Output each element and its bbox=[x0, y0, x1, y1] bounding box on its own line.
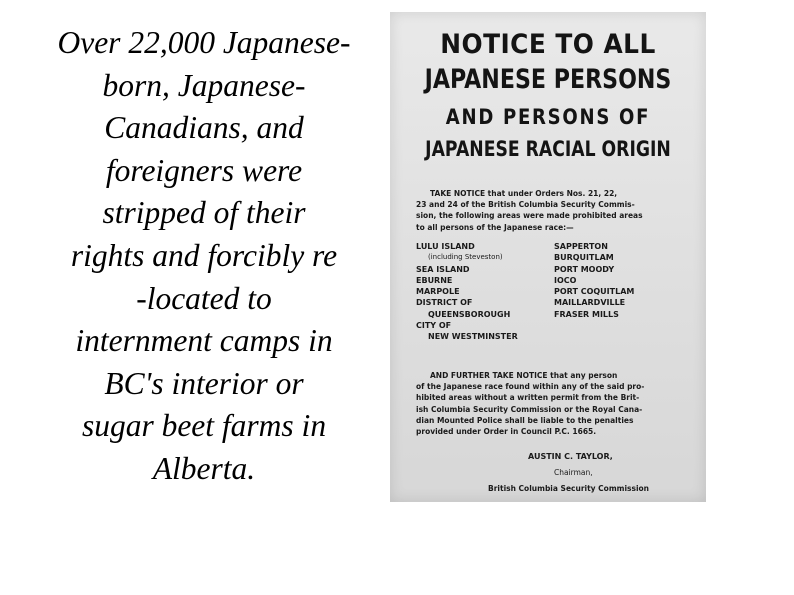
poster-text-line: ish Columbia Security Commission or the Royal Cana- bbox=[416, 404, 643, 414]
caption-line: BC's interior or bbox=[104, 365, 304, 401]
area-item: MAILLARDVILLE bbox=[554, 298, 626, 308]
poster-text-line: dian Mounted Police shall be liable to the penalties bbox=[416, 415, 634, 425]
poster-headline-line-2: JAPANESE PERSONS bbox=[424, 64, 672, 95]
poster-headline-line-3: AND PERSONS OF bbox=[445, 105, 651, 129]
prohibited-areas-left bbox=[416, 241, 556, 343]
area-item: SAPPERTON bbox=[554, 242, 608, 251]
poster-text-line: AND FURTHER TAKE NOTICE that any person bbox=[430, 371, 618, 380]
poster-text-line: provided under Order in Council P.C. 1665. bbox=[416, 427, 597, 437]
caption-line: sugar beet farms in bbox=[81, 408, 327, 444]
area-item: DISTRICT OF bbox=[416, 298, 473, 308]
area-item: FRASER MILLS bbox=[554, 309, 619, 319]
poster-headline-line-1: NOTICE TO ALL bbox=[440, 29, 656, 60]
area-item: PORT MOODY bbox=[554, 264, 615, 274]
poster-text-line: TAKE NOTICE that under Orders Nos. 21, 22, bbox=[430, 189, 618, 198]
area-item: LULU ISLAND bbox=[416, 242, 475, 251]
poster-text-line: hibited areas without a written permit from the Brit- bbox=[416, 393, 640, 403]
caption-line: foreigners were bbox=[105, 152, 303, 188]
caption-line: Canadians, and bbox=[104, 110, 304, 146]
signature-organization: British Columbia Security Commission bbox=[488, 484, 650, 493]
poster-paragraph-1 bbox=[416, 188, 678, 233]
area-item: EBURNE bbox=[416, 275, 453, 285]
poster-text-line: 23 and 24 of the British Columbia Security Commis- bbox=[416, 200, 635, 210]
area-item: (including Steveston) bbox=[428, 253, 503, 262]
area-item: PORT COQUITLAM bbox=[554, 287, 635, 297]
caption-line: -located to bbox=[136, 280, 272, 316]
caption-line: born, Japanese- bbox=[102, 67, 306, 103]
poster-text-line: of the Japanese race found within any of the said pro- bbox=[416, 382, 645, 392]
caption-line: Alberta. bbox=[152, 450, 256, 486]
area-item: MARPOLE bbox=[416, 287, 460, 297]
poster-text-line: to all persons of the Japanese race:— bbox=[416, 222, 574, 232]
caption-line: Over 22,000 Japanese- bbox=[57, 25, 351, 60]
area-item: BURQUITLAM bbox=[554, 253, 614, 263]
signature-title: Chairman, bbox=[554, 468, 593, 477]
prohibited-areas-right bbox=[554, 241, 684, 320]
caption-line: rights and forcibly re bbox=[70, 237, 338, 273]
caption-text bbox=[14, 22, 394, 491]
area-item: IOCO bbox=[554, 275, 577, 285]
signature-name: AUSTIN C. TAYLOR, bbox=[528, 452, 613, 461]
poster-paragraph-2 bbox=[416, 370, 678, 437]
poster-text-line: sion, the following areas were made prohibited areas bbox=[416, 211, 643, 221]
area-item: QUEENSBOROUGH bbox=[428, 309, 511, 319]
area-item: CITY OF bbox=[416, 321, 452, 331]
area-item: NEW WESTMINSTER bbox=[428, 332, 518, 342]
notice-poster-image bbox=[390, 12, 706, 502]
poster-headline-line-4: JAPANESE RACIAL ORIGIN bbox=[425, 137, 671, 161]
caption-line: internment camps in bbox=[75, 323, 333, 359]
caption-line: stripped of their bbox=[102, 195, 306, 231]
area-item: SEA ISLAND bbox=[416, 264, 470, 274]
